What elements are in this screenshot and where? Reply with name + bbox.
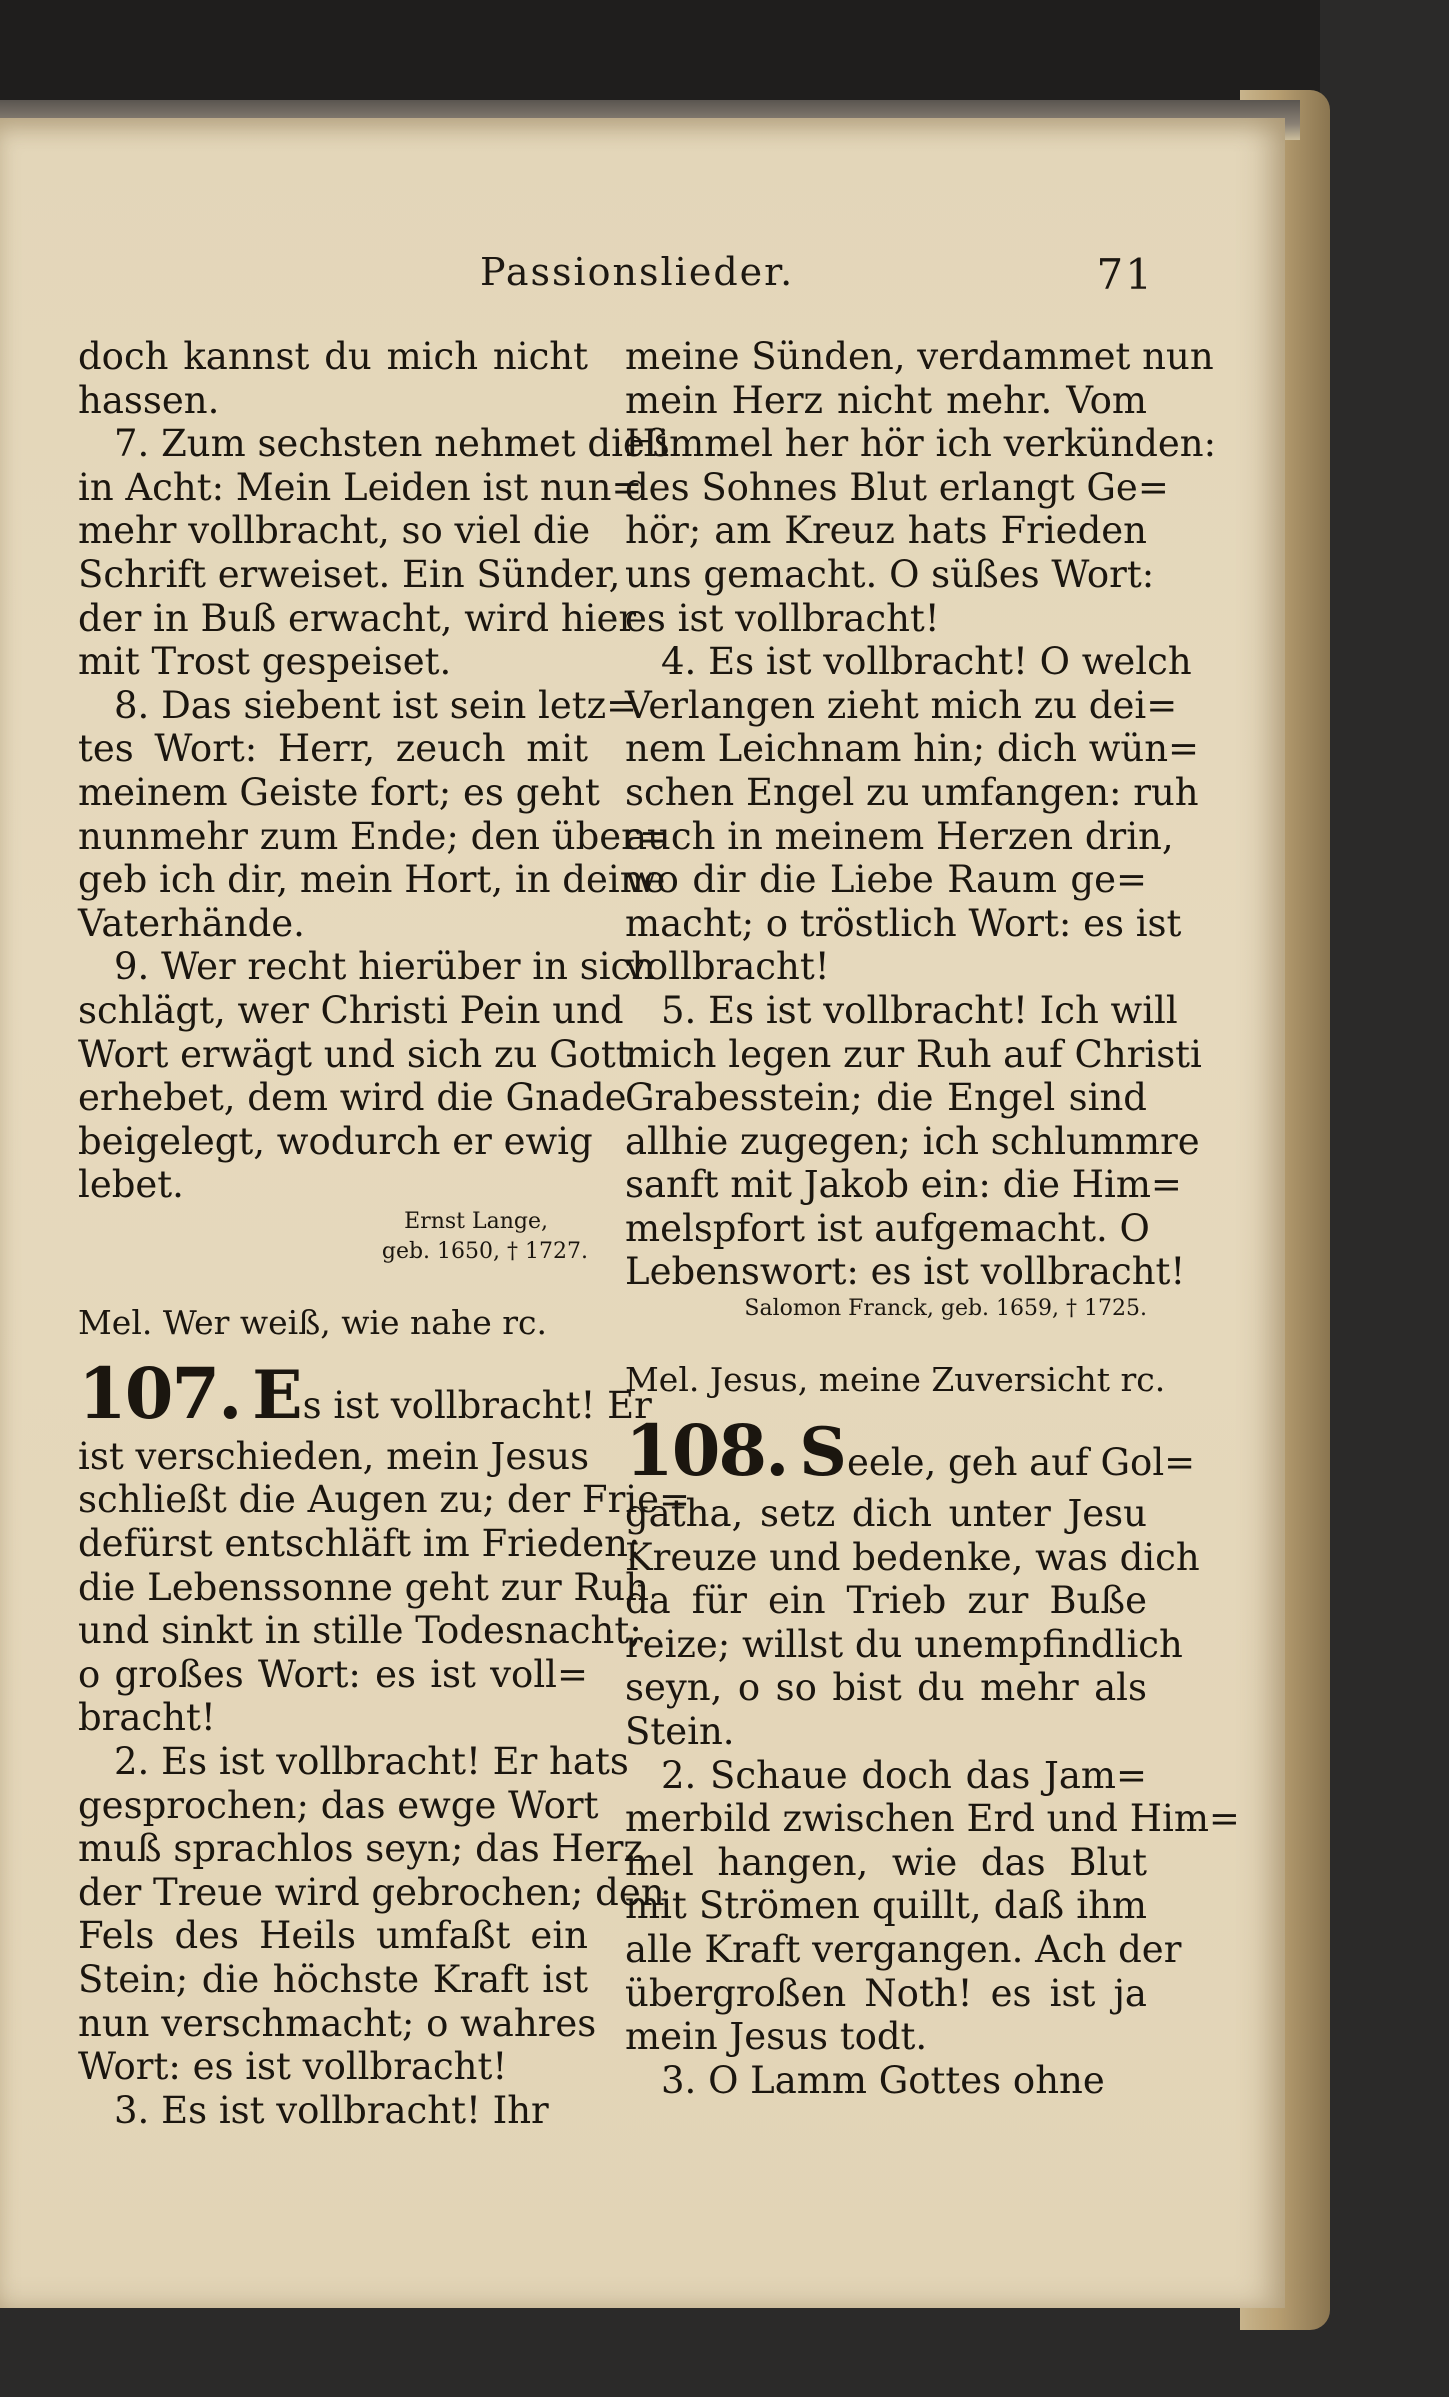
hymn-107-start — [78, 1351, 652, 1435]
left-column — [78, 335, 691, 2132]
text-line: hör; am Kreuz hats Frieden — [625, 509, 1147, 553]
text-line: der in Buß erwacht, wird hier — [78, 596, 637, 640]
text-line: defürst entschläft im Frieden; — [78, 1522, 641, 1566]
drop-cap: E — [252, 1355, 303, 1434]
text-line: seyn, o so bist du mehr als — [625, 1666, 1147, 1710]
text-line: macht; o tröstlich Wort: es ist — [625, 901, 1182, 945]
text-line: 3. Es ist vollbracht! Ihr — [114, 2088, 549, 2132]
text-line: sanft mit Jakob ein: die Him= — [625, 1163, 1182, 1207]
text-line: uns gemacht. O süßes Wort: — [625, 552, 1155, 596]
spacer — [78, 1267, 588, 1293]
text-line: tes Wort: Herr, zeuch mit — [78, 727, 588, 771]
page-number: 71 — [1096, 250, 1154, 299]
text-line: Lebenswort: es ist vollbracht! — [625, 1250, 1186, 1294]
text-line: 4. Es ist vollbracht! O welch — [661, 640, 1192, 684]
text-line: des Sohnes Blut erlangt Ge= — [625, 465, 1169, 509]
text-line: Kreuze und bedenke, was dich — [625, 1535, 1200, 1579]
text-line: die Lebenssonne geht zur Ruh — [78, 1565, 649, 1609]
left-text-block-b — [78, 1434, 691, 2133]
text-line: da für ein Trieb zur Buße — [625, 1579, 1147, 1623]
hymn-first-line: s ist vollbracht! Er — [302, 1383, 652, 1427]
text-line: 3. O Lamm Gottes ohne — [661, 2058, 1105, 2102]
text-line: 9. Wer recht hierüber in sich — [114, 945, 656, 989]
text-line: gatha, setz dich unter Jesu — [625, 1492, 1147, 1536]
text-line: allhie zugegen; ich schlummre — [625, 1119, 1200, 1163]
text-line: in Acht: Mein Leiden ist nun= — [78, 465, 643, 509]
text-line: 2. Es ist vollbracht! Er hats — [114, 1740, 629, 1784]
text-line: Schrift erweiset. Ein Sünder, — [78, 552, 621, 596]
text-line: nunmehr zum Ende; den über= — [78, 814, 670, 858]
text-line: nem Leichnam hin; dich wün= — [625, 727, 1200, 771]
text-line: lebet. — [78, 1163, 184, 1207]
text-line: 7. Zum sechsten nehmet dieß — [114, 422, 670, 466]
text-line: Fels des Heils umfaßt ein — [78, 1914, 588, 1958]
text-line: vollbracht! — [625, 945, 830, 989]
text-line: und sinkt in stille Todesnacht; — [78, 1609, 642, 1653]
text-line: geb ich dir, mein Hort, in deine — [78, 858, 666, 902]
melody-line: Mel. Jesus, meine Zuversicht rc. — [625, 1360, 1166, 1400]
header-title: Passionslieder. — [480, 250, 795, 294]
text-line: mit Strömen quillt, daß ihm — [625, 1884, 1147, 1928]
text-line: Verlangen zieht mich zu dei= — [625, 683, 1178, 727]
text-line: schließt die Augen zu; der Frie= — [78, 1478, 691, 1522]
text-line: nun verschmacht; o wahres — [78, 2001, 597, 2045]
right-column — [625, 335, 1240, 2102]
text-line: 8. Das siebent ist sein letz= — [114, 683, 638, 727]
text-line: mein Jesus todt. — [625, 2015, 928, 2059]
text-line: es ist vollbracht! — [625, 596, 940, 640]
text-line: mich legen zur Ruh auf Christi — [625, 1032, 1202, 1076]
text-line: mehr vollbracht, so viel die — [78, 509, 591, 553]
text-line: Himmel her hör ich verkünden: — [625, 422, 1217, 466]
drop-cap: S — [799, 1413, 847, 1492]
hymn-number: 108. — [625, 1409, 788, 1493]
spacer — [625, 1324, 1147, 1350]
text-line: melspfort ist aufgemacht. O — [625, 1206, 1150, 1250]
hymn-number: 107. — [78, 1351, 241, 1435]
text-line: Wort: es ist vollbracht! — [78, 2045, 508, 2089]
text-line: gesprochen; das ewge Wort — [78, 1783, 599, 1827]
text-line: übergroßen Noth! es ist ja — [625, 1971, 1147, 2015]
hymn-108-start — [625, 1409, 1196, 1493]
text-line: ist verschieden, mein Jesus — [78, 1434, 590, 1478]
text-line: schlägt, wer Christi Pein und — [78, 988, 624, 1032]
text-line: hassen. — [78, 378, 220, 422]
text-line: auch in meinem Herzen drin, — [625, 814, 1174, 858]
text-line: beigelegt, wodurch er ewig — [78, 1119, 593, 1163]
attribution: Salomon Franck, geb. 1659, † 1725. — [744, 1296, 1147, 1322]
attribution-name: Ernst Lange, — [404, 1208, 548, 1234]
text-line: alle Kraft vergangen. Ach der — [625, 1928, 1182, 1971]
text-line: mein Herz nicht mehr. Vom — [625, 378, 1147, 422]
text-line: Vaterhände. — [78, 901, 305, 945]
text-line: mit Trost gespeiset. — [78, 640, 452, 684]
text-line: Stein; die höchste Kraft ist — [78, 1958, 588, 2001]
attribution-dates: geb. 1650, † 1727. — [381, 1238, 588, 1264]
text-line: doch kannst du mich nicht — [78, 335, 588, 378]
text-line: meinem Geiste fort; es geht — [78, 770, 600, 814]
text-line: reize; willst du unempfindlich — [625, 1622, 1183, 1666]
text-line: erhebet, dem wird die Gnade — [78, 1076, 627, 1120]
text-line: Stein. — [625, 1710, 735, 1754]
text-line: Wort erwägt und sich zu Gott — [78, 1032, 631, 1076]
melody-line: Mel. Wer weiß, wie nahe rc. — [78, 1302, 547, 1342]
text-line: muß sprachlos seyn; das Herz — [78, 1827, 643, 1871]
hymn-first-line: eele, geh auf Gol= — [846, 1441, 1196, 1485]
text-line: der Treue wird gebrochen; den — [78, 1870, 665, 1914]
background-right — [1320, 0, 1449, 2397]
text-line: Grabesstein; die Engel sind — [625, 1076, 1147, 1120]
right-text-block-a — [625, 335, 1217, 1294]
text-line: wo dir die Liebe Raum ge= — [625, 858, 1147, 902]
left-text-block-a — [78, 335, 670, 1207]
text-line: meine Sünden, verdammet nun — [625, 335, 1214, 378]
text-line: merbild zwischen Erd und Him= — [625, 1797, 1240, 1841]
text-line: schen Engel zu umfangen: ruh — [625, 770, 1199, 814]
text-line: 2. Schaue doch das Jam= — [661, 1753, 1147, 1797]
text-line: mel hangen, wie das Blut — [625, 1840, 1147, 1884]
text-line: bracht! — [78, 1696, 216, 1740]
text-line: o großes Wort: es ist voll= — [78, 1652, 588, 1696]
text-line: 5. Es ist vollbracht! Ich will — [661, 988, 1178, 1032]
right-text-block-b — [625, 1492, 1240, 2102]
background-bottom — [0, 2300, 1449, 2397]
